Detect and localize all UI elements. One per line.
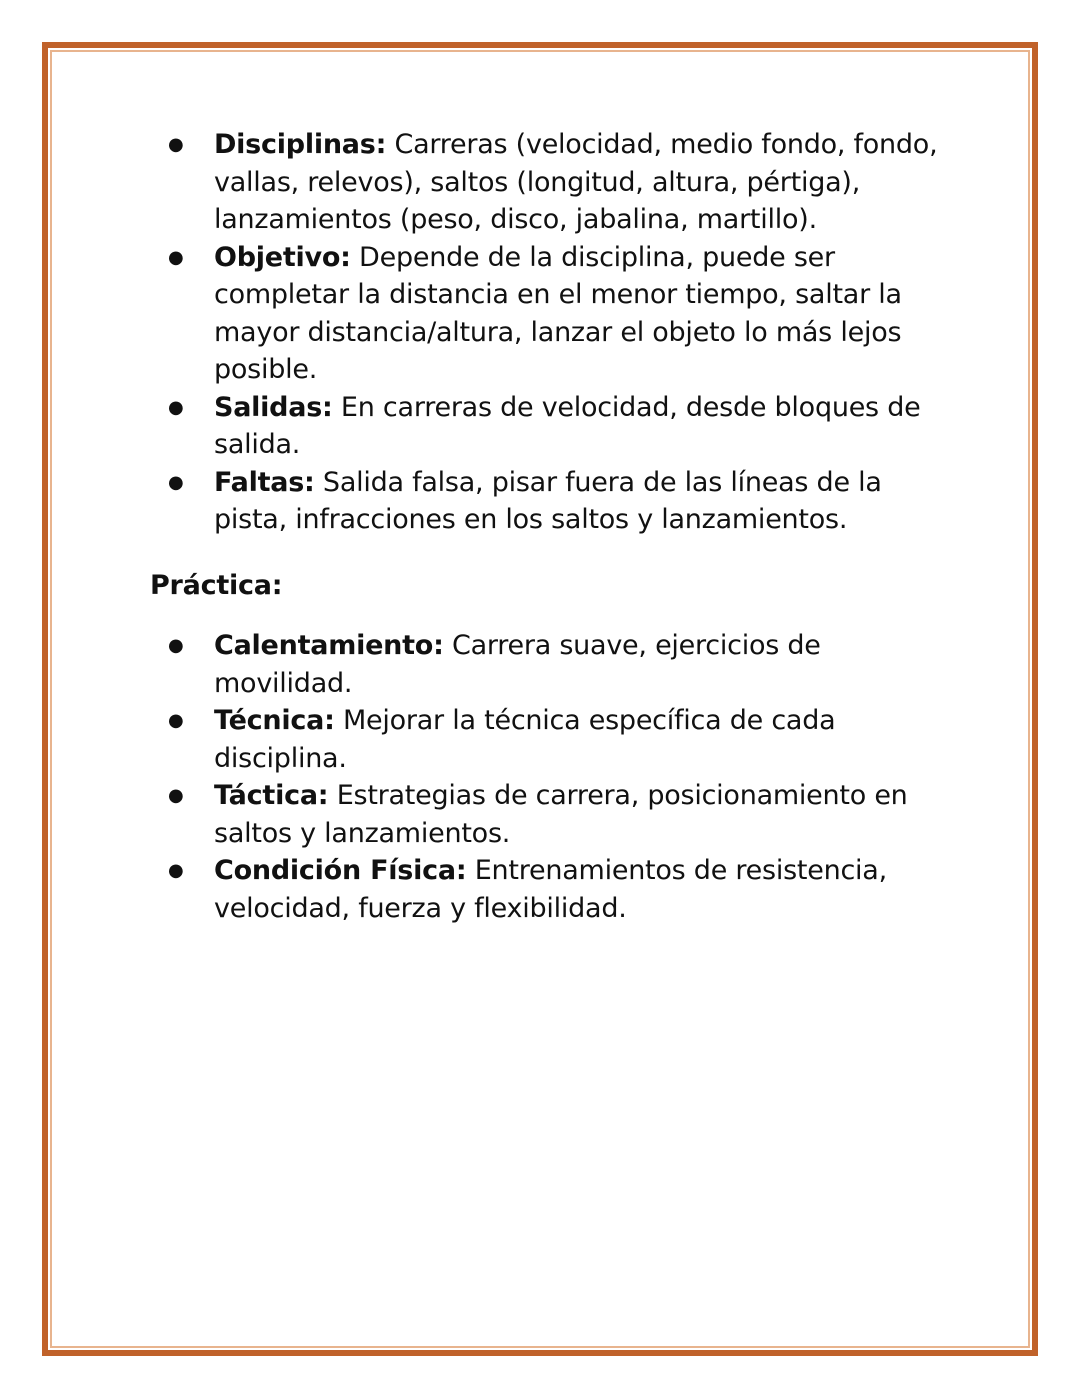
item-text: Carreras (velocidad, medio fondo, fondo, vallas, relevos), saltos (longitud, altura, pértiga), lanzamientos (peso, disco, jabalina, martillo). [214,129,938,235]
practice-list [150,627,950,927]
item-text: Carrera suave, ejercicios de movilidad. [214,630,821,699]
item-term: Objetivo: [214,241,351,273]
item-term: Técnica: [214,705,335,736]
bullet-icon: ● [168,471,184,493]
item-text: Salida falsa, pisar fuera de las líneas de la pista, infracciones en los saltos y lanzamientos. [214,466,882,535]
bullet-icon: ● [168,396,184,418]
bullet-icon: ● [168,710,184,731]
bullet-icon: ● [168,134,184,155]
item-text: Entrenamientos de resistencia, velocidad, fuerza y flexibilidad. [214,855,887,924]
list-item [150,852,950,927]
bullet-icon: ● [168,246,184,268]
item-text: Estrategias de carrera, posicionamiento en saltos y lanzamientos. [214,780,908,849]
item-text: Mejorar la técnica específica de cada disciplina. [214,705,836,774]
practice-heading: Práctica: [150,569,283,601]
item-term: Salidas: [214,391,333,423]
item-term: Disciplinas: [214,129,387,160]
list-item [150,389,950,464]
bullet-icon: ● [168,860,184,881]
list-item [150,464,950,539]
bullet-icon: ● [168,635,184,656]
item-term: Táctica: [214,780,329,811]
bullet-icon: ● [168,785,184,806]
list-item [150,239,950,389]
list-item [150,126,950,239]
item-term: Calentamiento: [214,630,444,661]
document-content [150,126,950,927]
item-term: Condición Física: [214,855,467,886]
list-item [150,627,950,702]
item-text: Depende de la disciplina, puede ser completar la distancia en el menor tiempo, saltar la mayor distancia/altura, lanzar el objeto lo más lejos posible. [214,241,902,385]
item-text: En carreras de velocidad, desde bloques de salida. [214,391,921,460]
item-term: Faltas: [214,466,315,498]
list-item [150,777,950,852]
list-item [150,702,950,777]
rules-list [150,126,950,539]
